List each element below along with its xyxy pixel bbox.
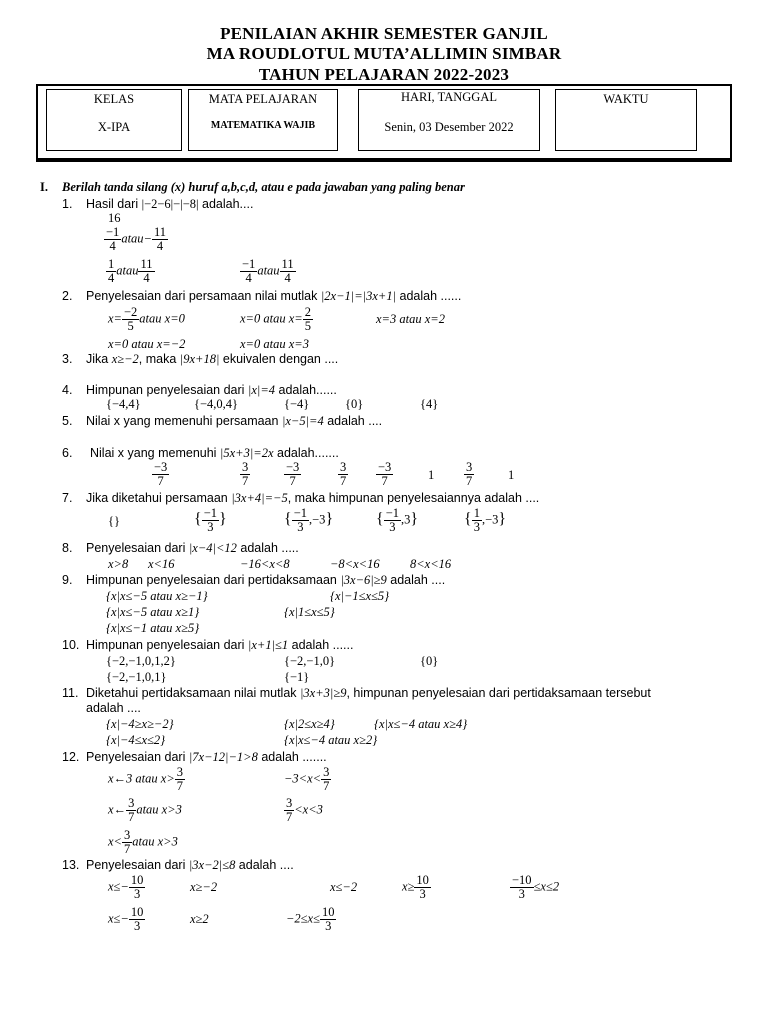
hari-label: HARI, TANGGAL: [401, 90, 497, 104]
q13-option: x≤− $\frac{10}{3}$: [108, 905, 144, 933]
q5-number: 5.: [62, 414, 73, 428]
q12-option: x< $\frac{3}{7}$ atau x>3: [108, 828, 178, 856]
q11-number: 11.: [62, 686, 79, 700]
q12-number: 12.: [62, 750, 80, 764]
q6-option: $\frac{-3}{7}$: [286, 460, 300, 488]
q13-text: Penyelesaian dari |3x−2|≤8 adalah ....: [86, 858, 294, 872]
q7-option: {}: [108, 514, 120, 528]
q12-option: −3<x< $\frac{3}{7}$: [284, 765, 330, 793]
kelas-value: X-IPA: [97, 120, 131, 134]
hari-cell: [358, 89, 540, 151]
q13-option: x≤−2: [330, 880, 358, 894]
q10-option: {−2,−1,0,1}: [106, 670, 167, 684]
q4-option: {−4,0,4}: [194, 397, 239, 411]
exam-title: PENILAIAN AKHIR SEMESTER GANJIL: [220, 24, 548, 43]
q1-option: 16: [108, 211, 121, 225]
q11-option: {x|−4≤x≤2}: [106, 733, 166, 747]
q10-option: {−1}: [284, 670, 310, 684]
mapel-value: MATEMATIKA WAJIB: [210, 120, 316, 131]
q11-text-cont: adalah ....: [86, 701, 141, 715]
q12-option: $\frac{3}{7}$ <x<3: [286, 796, 323, 824]
q2-number: 2.: [62, 289, 73, 303]
q9-option: {x|x≤−1 atau x≥5}: [106, 621, 200, 635]
q3-text: Jika x≥−2, maka |9x+18| ekuivalen dengan ....: [86, 352, 339, 366]
q6-option: $\frac{3}{7}$: [466, 460, 473, 488]
q8-number: 8.: [62, 541, 73, 555]
waktu-label: WAKTU: [603, 92, 649, 106]
q13-option: $\frac{-10}{3}$ ≤x≤2: [512, 873, 560, 901]
section-instruction: Berilah tanda silang (x) huruf a,b,c,d, atau e pada jawaban yang paling benar: [62, 180, 465, 194]
q12-option: x← $\frac{3}{7}$ atau x>3: [108, 796, 182, 824]
q11-option: {x|2≤x≥4}: [284, 717, 335, 731]
q2-option: x=3 atau x=2: [376, 312, 445, 326]
q9-option: {x|1≤x≤5}: [284, 605, 335, 619]
q1-option: $\frac{1}{4}$ atau $\frac{11}{4}$: [108, 257, 153, 285]
q8-option: −8<x<16: [330, 557, 380, 571]
kelas-cell: [46, 89, 182, 151]
q6-option: $\frac{-3}{7}$: [154, 460, 168, 488]
q4-option: {0}: [345, 397, 364, 411]
q6-option: $\frac{3}{7}$: [340, 460, 347, 488]
mapel-label: MATA PELAJARAN: [208, 92, 318, 106]
academic-year: TAHUN PELAJARAN 2022-2023: [258, 65, 510, 84]
q9-number: 9.: [62, 573, 73, 587]
q8-option: 8<x<16: [410, 557, 452, 571]
q4-option: {−4,4}: [106, 397, 141, 411]
q2-option: x= $\frac{-2}{5}$ atau x=0: [108, 305, 185, 333]
q6-number: 6.: [62, 446, 73, 460]
q9-option: {x|x≤−5 atau x≥−1}: [106, 589, 208, 603]
q10-number: 10.: [62, 638, 80, 652]
q8-option: x>8: [108, 557, 129, 571]
q11-text: Diketahui pertidaksamaan nilai mutlak |3x+3|≥9, himpunan penyelesaian dari pertidaksamaan tersebut: [86, 686, 651, 700]
q7-text: Jika diketahui persamaan |3x+4|=−5, maka himpunan penyelesaiannya adalah ....: [86, 491, 540, 505]
q2-option: x=0 atau x=3: [240, 337, 309, 351]
q2-option: x=0 atau x=−2: [108, 337, 186, 351]
q6-text: Nilai x yang memenuhi |5x+3|=2x adalah.......: [90, 446, 339, 460]
q13-option: x≥2: [190, 912, 209, 926]
q13-option: x≤− $\frac{10}{3}$: [108, 873, 144, 901]
q1-option: $\frac{-1}{4}$ atau− $\frac{11}{4}$: [106, 225, 167, 253]
school-name: MA ROUDLOTUL MUTA’ALLIMIN SIMBAR: [206, 44, 562, 63]
q4-number: 4.: [62, 383, 73, 397]
q7-option: { $\frac{-1}{3}$ ,−3}: [284, 506, 334, 534]
mapel-cell: [188, 89, 338, 151]
q2-option: x=0 atau x= $\frac{2}{5}$: [240, 305, 311, 333]
q8-option: x<16: [148, 557, 175, 571]
q11-option: {x|−4≥x≥−2}: [106, 717, 174, 731]
q3-number: 3.: [62, 352, 73, 366]
q5-text: Nilai x yang memenuhi persamaan |x−5|=4 adalah ....: [86, 414, 383, 428]
q10-option: {−2,−1,0}: [284, 654, 336, 668]
q11-option: {x|x≤−4 atau x≥4}: [374, 717, 468, 731]
q1-option: $\frac{-1}{4}$ atau $\frac{11}{4}$: [242, 257, 294, 285]
q9-option: {x|−1≤x≤5}: [330, 589, 390, 603]
q1-number: 1.: [62, 197, 73, 211]
q11-option: {x|x≤−4 atau x≥2}: [284, 733, 378, 747]
q7-option: { $\frac{-1}{3}$ }: [194, 506, 227, 534]
q13-number: 13.: [62, 858, 80, 872]
q6-option: $\frac{-3}{7}$: [378, 460, 392, 488]
q6-option: 1: [428, 468, 435, 482]
q7-option: { $\frac{1}{3}$ ,−3}: [464, 506, 507, 534]
q9-option: {x|x≤−5 atau x≥1}: [106, 605, 200, 619]
q7-option: { $\frac{-1}{3}$ ,3}: [376, 506, 419, 534]
hari-value: Senin, 03 Desember 2022: [384, 120, 514, 134]
q8-option: −16<x<8: [240, 557, 290, 571]
q13-option: x≥−2: [190, 880, 218, 894]
q4-option: {4}: [420, 397, 439, 411]
q2-text: Penyelesaian dari persamaan nilai mutlak |2x−1|=|3x+1| adalah ......: [86, 289, 462, 303]
q9-text: Himpunan penyelesaian dari pertidaksamaan |3x−6|≥9 adalah ....: [86, 573, 446, 587]
q10-text: Himpunan penyelesaian dari |x+1|≤1 adalah ......: [86, 638, 354, 652]
q7-number: 7.: [62, 491, 73, 505]
waktu-cell: [555, 89, 697, 151]
q10-option: {0}: [420, 654, 439, 668]
q8-text: Penyelesaian dari |x−4|<12 adalah .....: [86, 541, 299, 555]
q4-text: Himpunan penyelesaian dari |x|=4 adalah......: [86, 383, 337, 397]
q13-option: −2≤x≤ $\frac{10}{3}$: [286, 905, 335, 933]
q4-option: {−4}: [284, 397, 310, 411]
q12-option: x←3 atau x> $\frac{3}{7}$: [108, 765, 184, 793]
q6-option: 1: [508, 468, 515, 482]
q13-option: x≥ $\frac{10}{3}$: [402, 873, 429, 901]
q1-text: Hasil dari |−2−6|−|−8| adalah....: [86, 197, 254, 211]
q10-option: {−2,−1,0,1,2}: [106, 654, 176, 668]
q12-text: Penyelesaian dari |7x−12|−1>8 adalah .......: [86, 750, 327, 764]
section-number: I.: [40, 180, 48, 194]
q6-option: $\frac{3}{7}$: [242, 460, 249, 488]
kelas-label: KELAS: [93, 92, 135, 106]
